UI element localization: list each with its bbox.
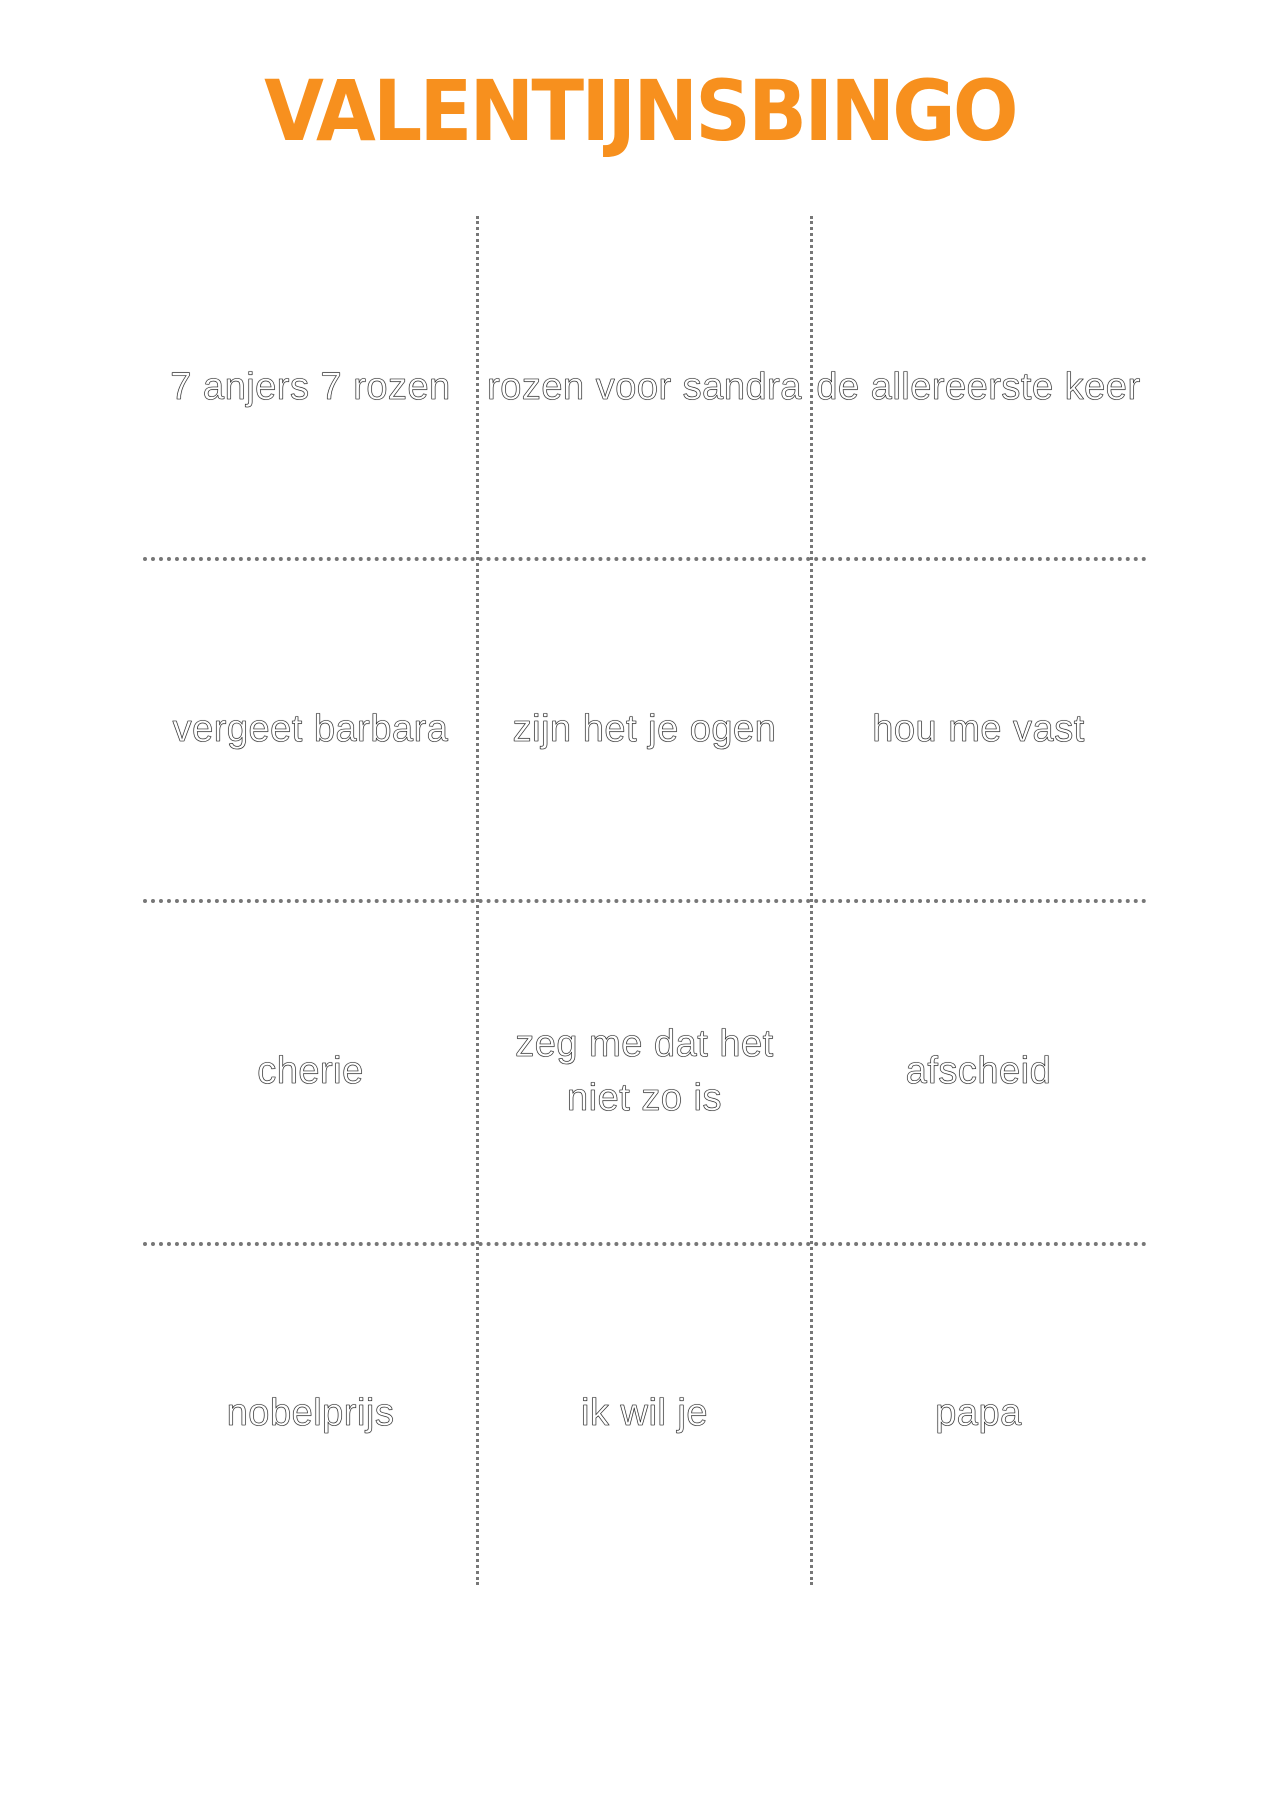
bingo-cell (143, 1242, 478, 1584)
bingo-cell (811, 216, 1146, 558)
bingo-cell-text: papa (935, 1392, 1022, 1434)
bingo-cell (477, 1242, 812, 1584)
bingo-cell (811, 1242, 1146, 1584)
bingo-cell (811, 900, 1146, 1242)
bingo-cell (477, 558, 812, 900)
bingo-cell-text: vergeet barbara (172, 708, 449, 750)
bingo-cell-text: nobelprijs (226, 1392, 395, 1434)
bingo-cell-text: ik wil je (581, 1392, 708, 1434)
bingo-cell (143, 558, 478, 900)
bingo-cell (143, 216, 478, 558)
bingo-cell-text: de allereerste keer (816, 366, 1141, 408)
bingo-cell-text: 7 anjers 7 rozen (170, 366, 451, 408)
bingo-cell (143, 900, 478, 1242)
bingo-cell-text: afscheid (905, 1050, 1052, 1092)
bingo-cell (811, 558, 1146, 900)
bingo-grid (143, 216, 1147, 1585)
bingo-cell-text: cherie (257, 1050, 364, 1092)
bingo-cell-text: zijn het je ogen (512, 708, 777, 750)
bingo-cell-text: rozen voor sandra (487, 366, 802, 408)
bingo-cell-text: zeg me dat het niet zo is (515, 1023, 774, 1119)
page-title: VALENTIJNSBINGO (264, 62, 1016, 160)
bingo-cell (477, 900, 812, 1242)
bingo-cell (477, 216, 812, 558)
bingo-cell-text: hou me vast (872, 708, 1085, 750)
